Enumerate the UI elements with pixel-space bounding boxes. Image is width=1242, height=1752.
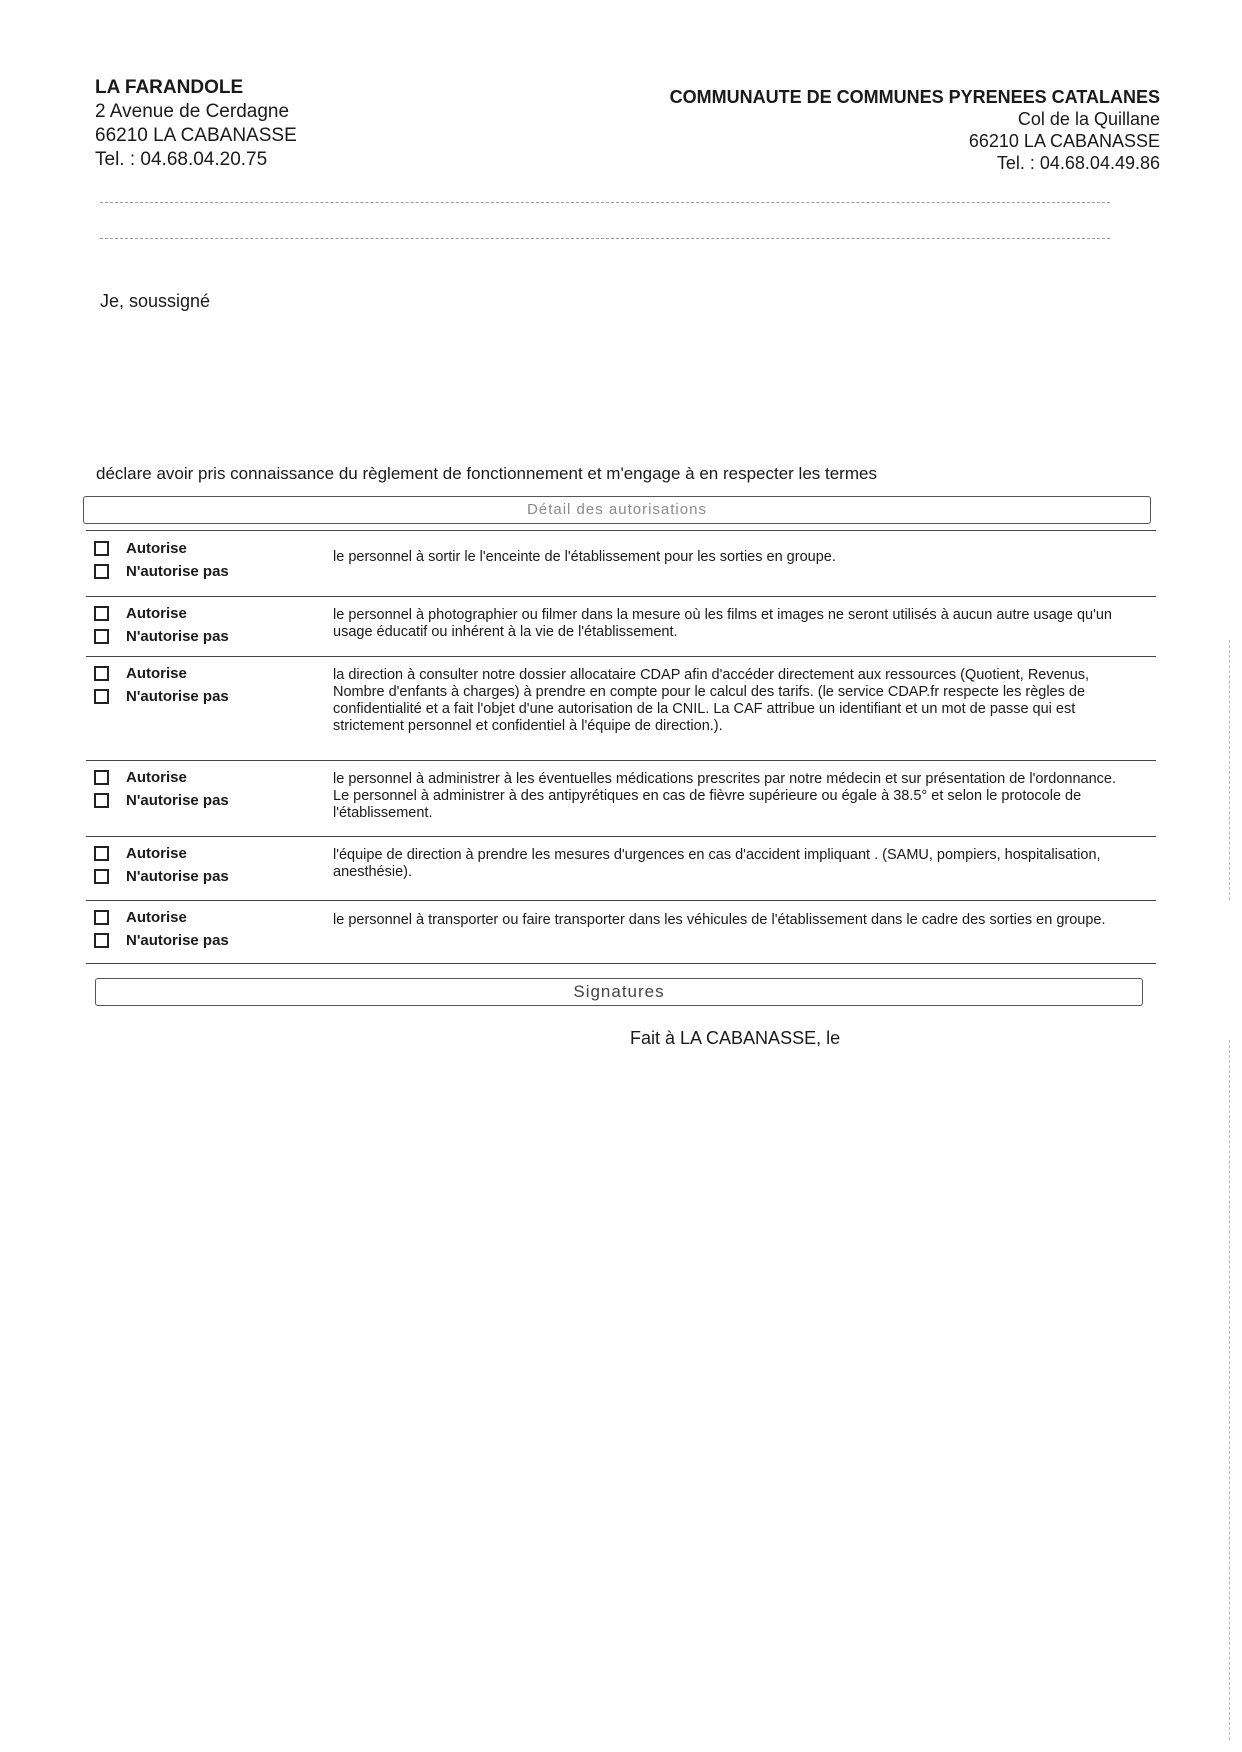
sender-tel: Tel. : 04.68.04.20.75 xyxy=(95,149,268,170)
recipient-name: COMMUNAUTE DE COMMUNES PYRENEES CATALANES xyxy=(669,87,1160,107)
place-date-text: Fait à LA CABANASSE, le xyxy=(630,1028,841,1048)
authorization-row xyxy=(86,760,1156,831)
not-authorize-checkbox[interactable] xyxy=(94,869,109,884)
sender-name: LA FARANDOLE xyxy=(95,77,244,98)
authorize-checkbox[interactable] xyxy=(94,846,109,861)
authorize-label: Autorise xyxy=(126,769,187,786)
recipient-city: 66210 LA CABANASSE xyxy=(968,131,1160,151)
authorize-checkbox[interactable] xyxy=(94,606,109,621)
not-authorize-label: N'autorise pas xyxy=(126,563,229,580)
sender-city: 66210 LA CABANASSE xyxy=(95,125,297,146)
not-authorize-checkbox[interactable] xyxy=(94,564,109,579)
recipient-block xyxy=(670,86,1160,174)
authorization-row xyxy=(86,836,1156,895)
not-authorize-checkbox[interactable] xyxy=(94,793,109,808)
details-title: Détail des autorisations xyxy=(527,501,707,518)
authorize-label: Autorise xyxy=(126,909,187,926)
authorization-row xyxy=(86,900,1156,964)
not-authorize-label: N'autorise pas xyxy=(126,688,229,705)
not-authorize-label: N'autorise pas xyxy=(126,792,229,809)
recipient-address: Col de la Quillane xyxy=(1017,109,1160,129)
authorize-checkbox[interactable] xyxy=(94,910,109,925)
not-authorize-checkbox[interactable] xyxy=(94,629,109,644)
scan-edge-line xyxy=(1229,1040,1230,1740)
not-authorize-label: N'autorise pas xyxy=(126,868,229,885)
recipient-tel: Tel. : 04.68.04.49.86 xyxy=(996,153,1160,173)
sender-block xyxy=(95,76,297,172)
declaration-text: déclare avoir pris connaissance du règlement de fonctionnement et m'engage à en respecter les termes xyxy=(96,464,877,483)
authorization-text: la direction à consulter notre dossier allocataire CDAP afin d'accéder directement aux ressources (Quotient, Revenus, Nombre d'enfants à charges) à prendre en compte pour le calcul des tarifs. (le service CDAP.fr respecte les règles de confidentialité et a fait l'objet d'une autorisation de la CNIL. La CAF attribue un identifiant et un mot de passe qui est strictement personnel et confidentiel à l'équipe de direction.). xyxy=(333,667,1090,734)
signatures-title: Signatures xyxy=(573,982,665,1001)
scan-edge-line xyxy=(1229,640,1230,900)
not-authorize-label: N'autorise pas xyxy=(126,932,229,949)
sender-address: 2 Avenue de Cerdagne xyxy=(95,101,290,122)
authorization-row xyxy=(86,596,1156,657)
dashed-rule xyxy=(100,202,1110,203)
authorization-text: le personnel à administrer à les éventuelles médications prescrites par notre médecin et sur présentation de l'ordonnance. Le personnel à administrer à des antipyrétiques en cas de fièvre supérieure ou égale à 38.5° et selon le protocole de l'établissement. xyxy=(333,771,1116,821)
authorize-label: Autorise xyxy=(126,845,187,862)
authorize-label: Autorise xyxy=(126,540,187,557)
authorize-checkbox[interactable] xyxy=(94,541,109,556)
dashed-rule xyxy=(100,238,1110,239)
details-section-bar xyxy=(83,496,1151,524)
intro-text: Je, soussigné xyxy=(100,291,211,311)
not-authorize-checkbox[interactable] xyxy=(94,689,109,704)
authorization-text: l'équipe de direction à prendre les mesures d'urgences en cas d'accident impliquant . (SAMU, pompiers, hospitalisation, anesthésie). xyxy=(333,847,1101,880)
authorize-label: Autorise xyxy=(126,665,187,682)
authorization-row xyxy=(86,530,1156,591)
authorization-text: le personnel à transporter ou faire transporter dans les véhicules de l'établissement dans le cadre des sorties en groupe. xyxy=(333,912,1106,928)
not-authorize-label: N'autorise pas xyxy=(126,628,229,645)
authorization-text: le personnel à sortir le l'enceinte de l'établissement pour les sorties en groupe. xyxy=(333,549,836,565)
authorize-label: Autorise xyxy=(126,605,187,622)
not-authorize-checkbox[interactable] xyxy=(94,933,109,948)
authorize-checkbox[interactable] xyxy=(94,770,109,785)
authorization-text: le personnel à photographier ou filmer dans la mesure où les films et images ne seront utilisés à aucun autre usage qu'un usage éducatif ou inhérent à la vie de l'établissement. xyxy=(333,607,1112,640)
authorization-row xyxy=(86,656,1156,749)
signatures-section-bar xyxy=(95,978,1143,1006)
authorize-checkbox[interactable] xyxy=(94,666,109,681)
faded-title-area xyxy=(100,196,1110,246)
